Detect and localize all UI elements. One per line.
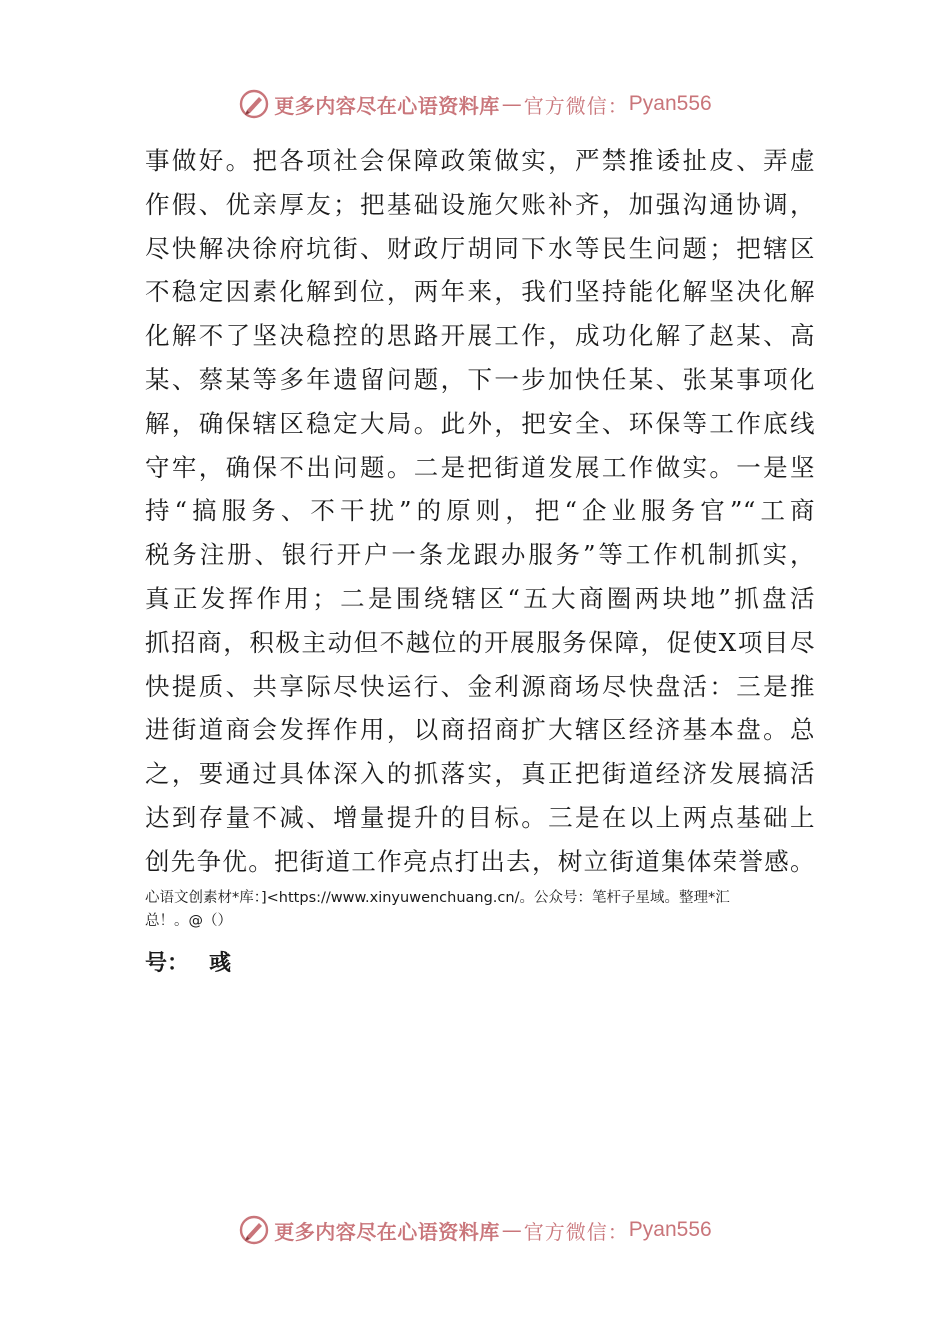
body-line: 创先争优。把街道工作亮点打出去，树立街道集体荣誉感。 xyxy=(145,846,815,876)
banner-wechat-id: Pyan556 xyxy=(628,1218,712,1241)
number-value: 彧 xyxy=(209,951,232,976)
body-line: 事做好。把各项社会保障政策做实，严禁推诿扯皮、弄虚 xyxy=(145,146,815,175)
source-note xyxy=(145,887,810,933)
document-number-line xyxy=(145,946,231,977)
pen-logo-icon xyxy=(238,88,270,120)
banner-wechat-label: 官方微信： xyxy=(523,93,629,118)
body-line: 真正发挥作用；二是围绕辖区“五大商圈两块地”抓盘活 xyxy=(145,583,815,613)
body-line: 快提质、共享际尽快运行、金利源商场尽快盘活：三是推 xyxy=(145,671,815,701)
footer-watermark-banner xyxy=(0,1208,950,1252)
body-line: 进街道商会发挥作用，以商招商扩大辖区经济基本盘。总 xyxy=(145,715,815,745)
source-note-line-2: 总！。@（） xyxy=(145,913,232,929)
banner-separator: — xyxy=(501,92,522,116)
body-line: 化解不了坚决稳控的思路开展工作，成功化解了赵某、高 xyxy=(145,321,815,351)
banner-wechat-label: 官方微信： xyxy=(523,1219,629,1244)
body-line: 作假、优亲厚友；把基础设施欠账补齐，加强沟通协调， xyxy=(145,189,815,219)
body-line: 尽快解决徐府坑街、财政厅胡同下水等民生问题；把辖区 xyxy=(145,233,815,263)
pen-logo-icon xyxy=(238,1214,270,1246)
body-line: 税务注册、银行开户一条龙跟办服务”等工作机制抓实， xyxy=(145,540,815,570)
header-watermark-banner xyxy=(0,82,950,126)
body-line: 守牢，确保不出问题。二是把街道发展工作做实。一是坚 xyxy=(145,452,815,482)
number-label: 号： xyxy=(145,951,190,976)
body-line: 抓招商，积极主动但不越位的开展服务保障，促使X项目尽 xyxy=(145,627,815,657)
source-note-line-1: 心语文创素材*库：]<https://www.xinyuwenchuang.cn/。公众号：笔杆子星域。整理*汇 xyxy=(145,890,730,906)
banner-wechat-id: Pyan556 xyxy=(628,92,712,115)
body-line: 某、蔡某等多年遗留问题，下一步加快任某、张某事项化 xyxy=(145,364,815,394)
banner-separator: — xyxy=(501,1218,522,1242)
body-line: 解，确保辖区稳定大局。此外，把安全、环保等工作底线 xyxy=(145,408,815,438)
banner-brand: 更多内容尽在心语资料库 xyxy=(274,1219,500,1244)
body-paragraph xyxy=(145,139,815,884)
body-line: 不稳定因素化解到位，两年来，我们坚持能化解坚决化解 xyxy=(145,277,815,307)
body-line: 达到存量不减、增量提升的目标。三是在以上两点基础上 xyxy=(145,802,815,832)
body-line: 持“搞服务、不干扰”的原则，把“企业服务官”“工商 xyxy=(145,496,815,526)
banner-brand: 更多内容尽在心语资料库 xyxy=(274,93,500,118)
body-line: 之，要通过具体深入的抓落实，真正把街道经济发展搞活 xyxy=(145,759,815,789)
